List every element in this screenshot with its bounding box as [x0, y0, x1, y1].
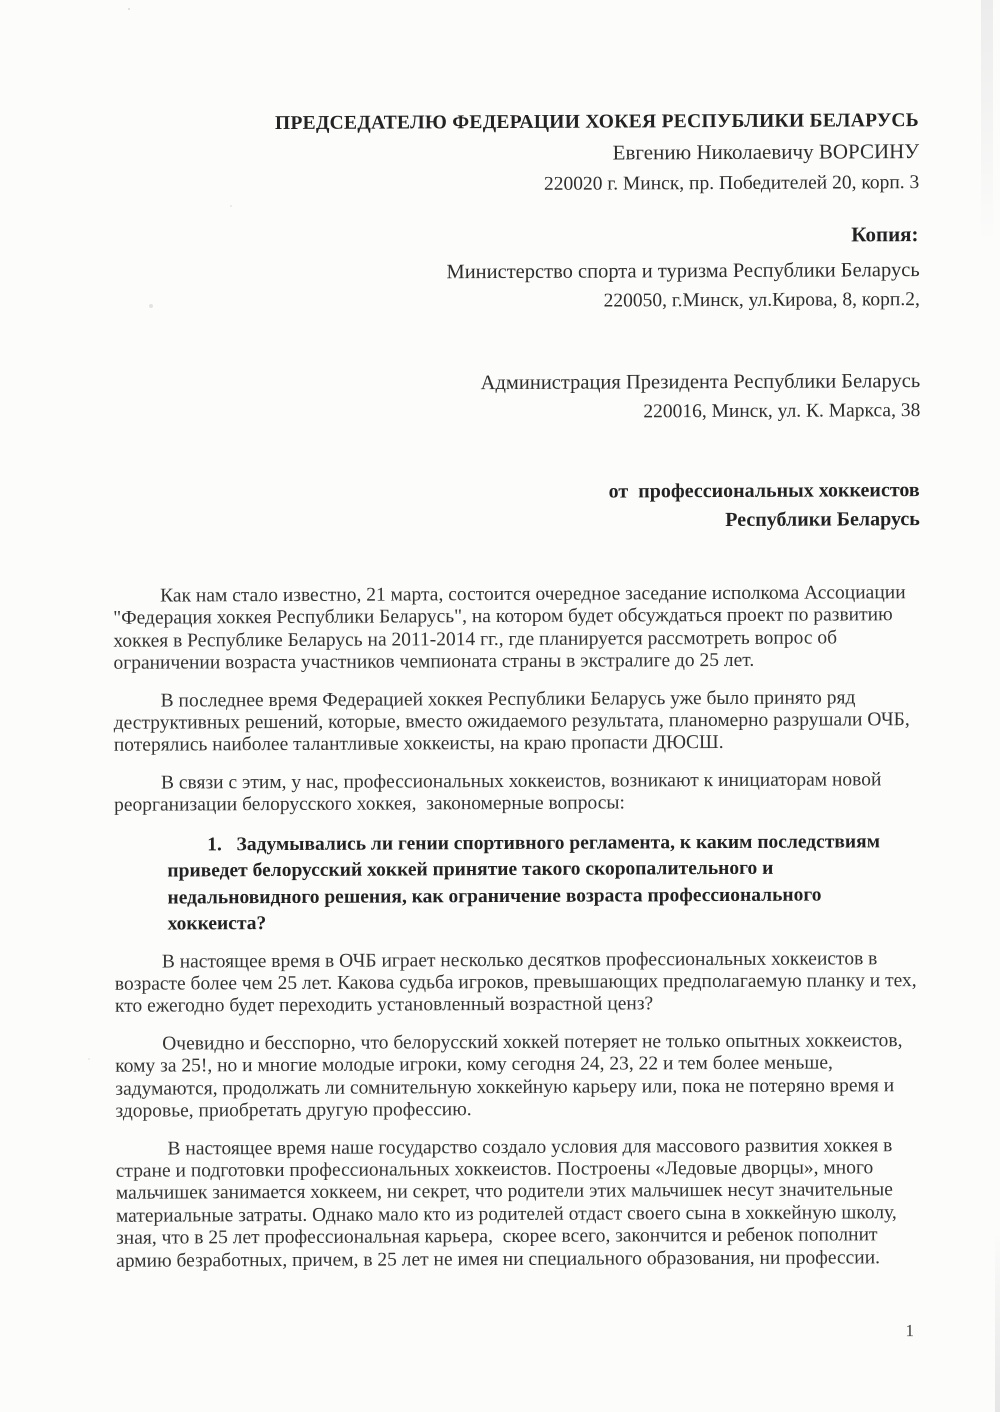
recipient-address: 220020 г. Минск, пр. Победителей 20, корп. 3: [543, 172, 920, 195]
sender-line-1: от профессиональных хоккеистов: [608, 479, 920, 503]
recipient-title: ПРЕДСЕДАТЕЛЮ ФЕДЕРАЦИИ ХОКЕЯ РЕСПУБЛИКИ БЕЛАРУСЬ: [274, 110, 920, 135]
copy-recipient-administration: [481, 366, 921, 427]
administration-name: Администрация Президента Республики Беларусь: [480, 370, 921, 395]
copy-recipient-ministry: [446, 255, 919, 316]
sender-block: [609, 476, 920, 534]
sender-line-2: Республики Беларусь: [725, 507, 920, 531]
paragraph-state-conditions: В настоящее время наше государство создало условия для массового развития хоккея в стране и подготовки профессиональных хоккеистов. Построены «Ледовые дворцы», много мальчишек занимается хоккеем, ни секрет, что родители этих мальчишек несут значительные материальные затраты. Однако мало кто из родителей отдаст своего сына в хоккейную школу, зная, что в 25 лет профессиональная карьера, скорее всего, закончится и ребенок пополнит армию безработных, причем, в 25 лет не имея ни специального образования, ни профессии.: [115, 1134, 897, 1272]
recipient-block: [275, 106, 919, 201]
letter-body: [113, 582, 928, 1288]
numbered-question-1: 1. Задумывались ли гении спортивного регламента, к каким последствиям приведет белорусский хоккей принятие такого скоропалительного и недальновидного решения, как ограничение возраста профессионального хоккеиста?: [167, 830, 881, 935]
paragraph-destructive-decisions: В последнее время Федерацией хоккея Республики Беларусь уже было принято ряд деструктивных решений, которые, вместо ожидаемого результата, планомерно разрушали ОЧБ, потерялись наиболее талантливые хоккеисты, на краю пропасти ДЮСШ.: [113, 687, 910, 757]
page-number: 1: [905, 1321, 915, 1341]
copy-label: Копия:: [851, 222, 919, 247]
ministry-address: 220050, г.Минск, ул.Кирова, 8, корп.2,: [603, 289, 920, 312]
recipient-name: Евгению Николаевичу ВОРСИНУ: [612, 139, 920, 165]
paragraph-young-players: Очевидно и бесспорно, что белорусский хоккей потеряет не только опытных хоккеистов, кому за 25!, но и многие молодые игроки, кому сегодня 24, 23, 22 и тем более меньше, задумаются, продолжать ли сомнительную хоккейную карьеру или, пока не потеряно время и здоровье, приобретать другую профессию.: [115, 1030, 903, 1122]
paragraph-current-players: В настоящее время в ОЧБ играет несколько десятков профессиональных хоккеистов в возрасте более чем 25 лет. Какова судьба игроков, превышающих предполагаемую планку и тех, кто ежегодно будет переходить установленный возрастной ценз?: [114, 947, 917, 1018]
administration-address: 220016, Минск, ул. К. Маркса, 38: [643, 400, 921, 423]
ministry-name: Министерство спорта и туризма Республики Беларусь: [446, 259, 920, 284]
paragraph-questions-lead: В связи с этим, у нас, профессиональных хоккеистов, возникают к инициаторам новой реорганизации белорусского хоккея, закономерные вопросы:: [114, 769, 882, 817]
paragraph-intro: Как нам стало известно, 21 марта, состоится очередное заседание исполкома Ассоциации "Федерация хоккея Республики Беларусь", на котором будет обсуждаться проект по развитию хоккея в Республике Беларусь на 2011-2014 гг., где планируется рассмотреть вопрос об ограничении возраста участников чемпионата страны в экстралиге до 25 лет.: [113, 582, 906, 674]
